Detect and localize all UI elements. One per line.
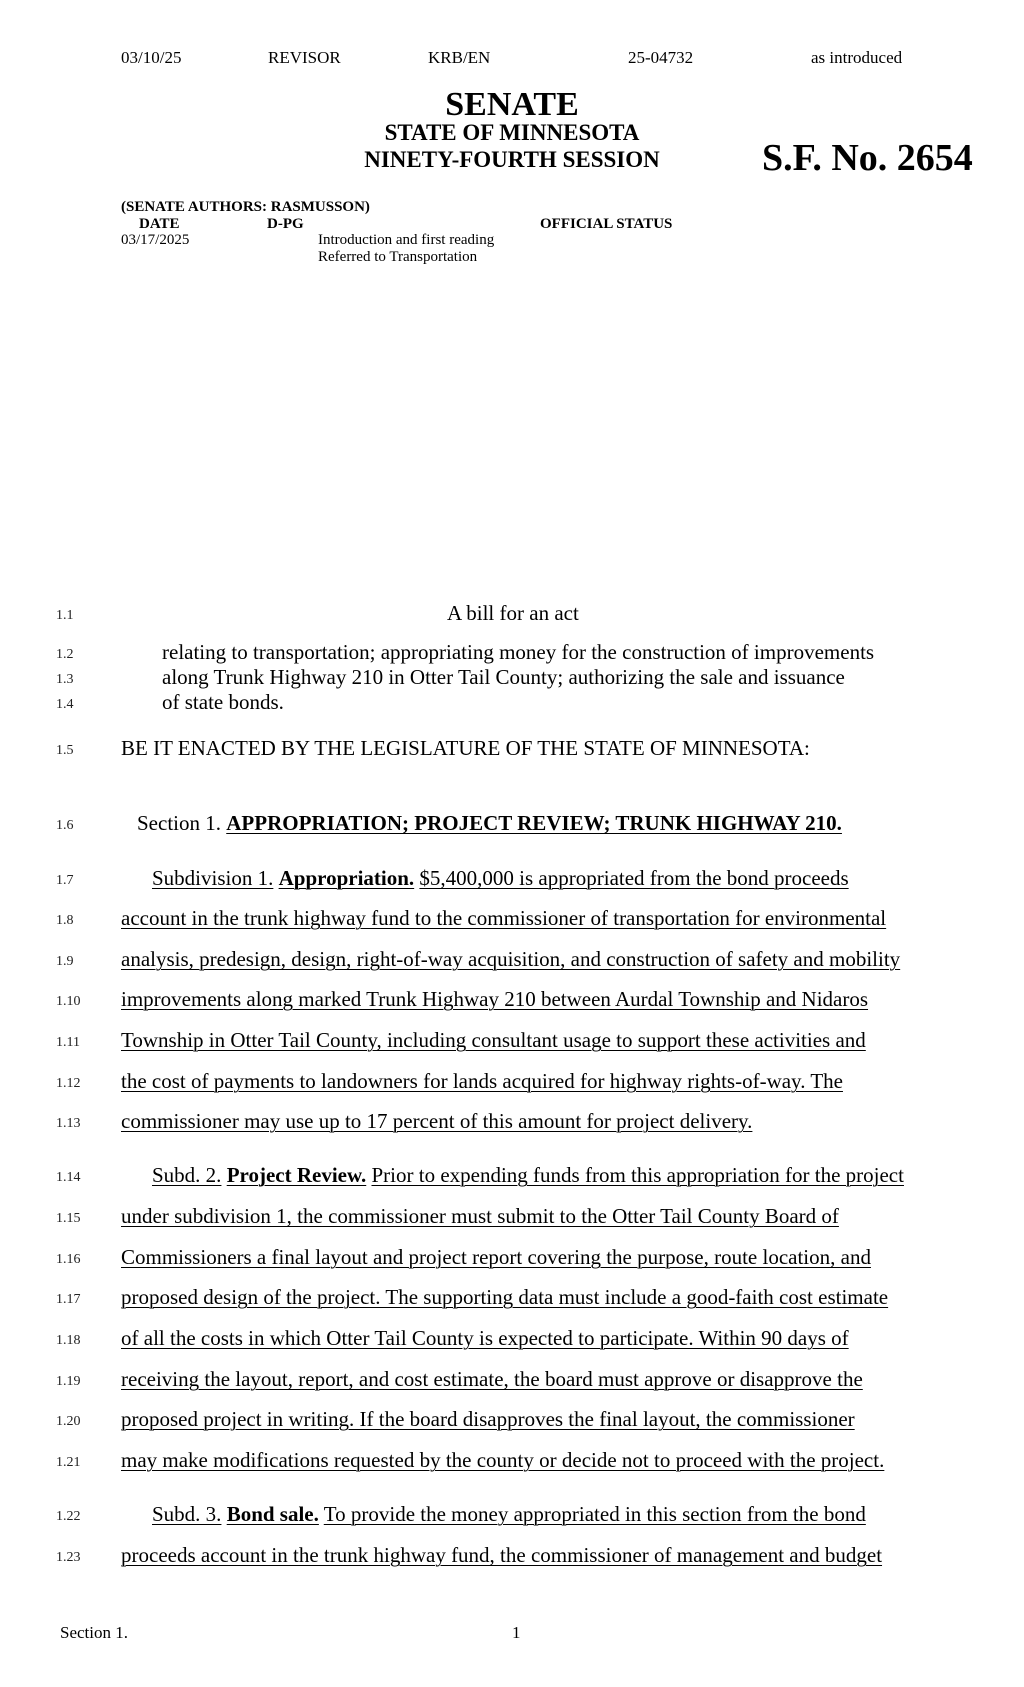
line-number: 1.22: [56, 1509, 81, 1524]
header-date: 03/10/25: [121, 48, 182, 67]
subd-label: Subdivision 1.: [152, 866, 274, 890]
header-revisor: REVISOR: [268, 48, 341, 67]
section-title: APPROPRIATION; PROJECT REVIEW; TRUNK HIGHWAY 210.: [226, 811, 842, 835]
text-line: account in the trunk highway fund to the commissioner of transportation for environmental: [121, 906, 887, 930]
status-action-2: Referred to Transportation: [318, 249, 478, 265]
status-action-1: Introduction and first reading: [318, 232, 495, 248]
line-number: 1.17: [56, 1292, 81, 1307]
text-line: proceeds account in the trunk highway fund, the commissioner of management and budget: [121, 1543, 883, 1567]
bill-heading: A bill for an act: [447, 601, 579, 625]
text-line: of all the costs in which Otter Tail County is expected to participate. Within 90 days of: [121, 1326, 849, 1350]
text-line: proposed design of the project. The supporting data must include a good-faith cost estimate: [121, 1285, 889, 1309]
authors: (SENATE AUTHORS: RASMUSSON): [121, 199, 370, 215]
text-line: Commissioners a final layout and project report covering the purpose, route location, and: [121, 1245, 871, 1269]
line-number: 1.23: [56, 1550, 81, 1565]
line-number: 1.6: [56, 818, 74, 833]
line-number: 1.1: [56, 608, 74, 623]
text-line: Township in Otter Tail County, including consultant usage to support these activities and: [121, 1028, 866, 1052]
subd-text: $5,400,000 is appropriated from the bond proceeds: [419, 866, 849, 890]
header-version: as introduced: [811, 48, 903, 67]
footer-page-number: 1: [512, 1623, 521, 1642]
subd-label: Subd. 3.: [152, 1502, 222, 1526]
footer-section: Section 1.: [60, 1623, 128, 1642]
subd-text: Prior to expending funds from this appropriation for the project: [371, 1163, 904, 1187]
status-entry-date: 03/17/2025: [121, 232, 190, 248]
chamber-title: SENATE: [445, 86, 579, 123]
status-col-dpg: D-PG: [267, 216, 304, 232]
state-title: STATE OF MINNESOTA: [384, 120, 640, 145]
text-line: receiving the layout, report, and cost estimate, the board must approve or disapprove the: [121, 1367, 863, 1391]
line-number: 1.14: [56, 1170, 81, 1185]
enacting-clause: BE IT ENACTED BY THE LEGISLATURE OF THE STATE OF MINNESOTA:: [121, 736, 810, 760]
bill-number: S.F. No. 2654: [762, 137, 973, 179]
line-number: 1.10: [56, 994, 81, 1009]
subdivision-3-first-line: [152, 1502, 866, 1527]
status-col-date: DATE: [139, 216, 180, 232]
text-line: may make modifications requested by the county or decide not to proceed with the project.: [121, 1448, 885, 1472]
text-line: the cost of payments to landowners for lands acquired for highway rights-of-way. The: [121, 1069, 843, 1093]
title-line: along Trunk Highway 210 in Otter Tail County; authorizing the sale and issuance: [162, 665, 845, 689]
subdivision-2-first-line: [152, 1163, 904, 1188]
section-label: Section 1.: [137, 811, 227, 835]
subd-heading: Bond sale.: [226, 1502, 319, 1526]
session-title: NINETY-FOURTH SESSION: [364, 147, 660, 172]
line-number: 1.8: [56, 913, 74, 928]
title-line: of state bonds.: [162, 690, 284, 714]
line-number: 1.5: [56, 743, 74, 758]
text-line: proposed project in writing. If the board disapproves the final layout, the commissioner: [121, 1407, 855, 1431]
text-line: improvements along marked Trunk Highway 210 between Aurdal Township and Nidaros: [121, 987, 869, 1011]
subd-heading: Project Review.: [226, 1163, 367, 1187]
title-line: relating to transportation; appropriating money for the construction of improvements: [162, 640, 875, 664]
line-number: 1.16: [56, 1252, 81, 1267]
line-number: 1.2: [56, 647, 74, 662]
text-line: under subdivision 1, the commissioner must submit to the Otter Tail County Board of: [121, 1204, 839, 1228]
subdivision-1-first-line: [152, 866, 849, 891]
line-number: 1.20: [56, 1414, 81, 1429]
header-doc-number: 25-04732: [628, 48, 694, 67]
status-col-official: OFFICIAL STATUS: [540, 216, 673, 232]
text-line: analysis, predesign, design, right-of-way acquisition, and construction of safety and mobility: [121, 947, 901, 971]
subd-heading: Appropriation.: [278, 866, 415, 890]
line-number: 1.19: [56, 1374, 81, 1389]
header-initials: KRB/EN: [428, 48, 491, 67]
line-number: 1.3: [56, 672, 74, 687]
subd-label: Subd. 2.: [152, 1163, 222, 1187]
text-line: commissioner may use up to 17 percent of this amount for project delivery.: [121, 1109, 753, 1133]
subd-text: To provide the money appropriated in this section from the bond: [323, 1502, 866, 1526]
line-number: 1.13: [56, 1116, 81, 1131]
line-number: 1.15: [56, 1211, 81, 1226]
line-number: 1.21: [56, 1455, 81, 1470]
line-number: 1.7: [56, 873, 74, 888]
section-heading: [137, 811, 842, 836]
line-number: 1.18: [56, 1333, 81, 1348]
line-number: 1.11: [56, 1035, 80, 1050]
line-number: 1.4: [56, 697, 74, 712]
line-number: 1.9: [56, 954, 74, 969]
line-number: 1.12: [56, 1076, 81, 1091]
